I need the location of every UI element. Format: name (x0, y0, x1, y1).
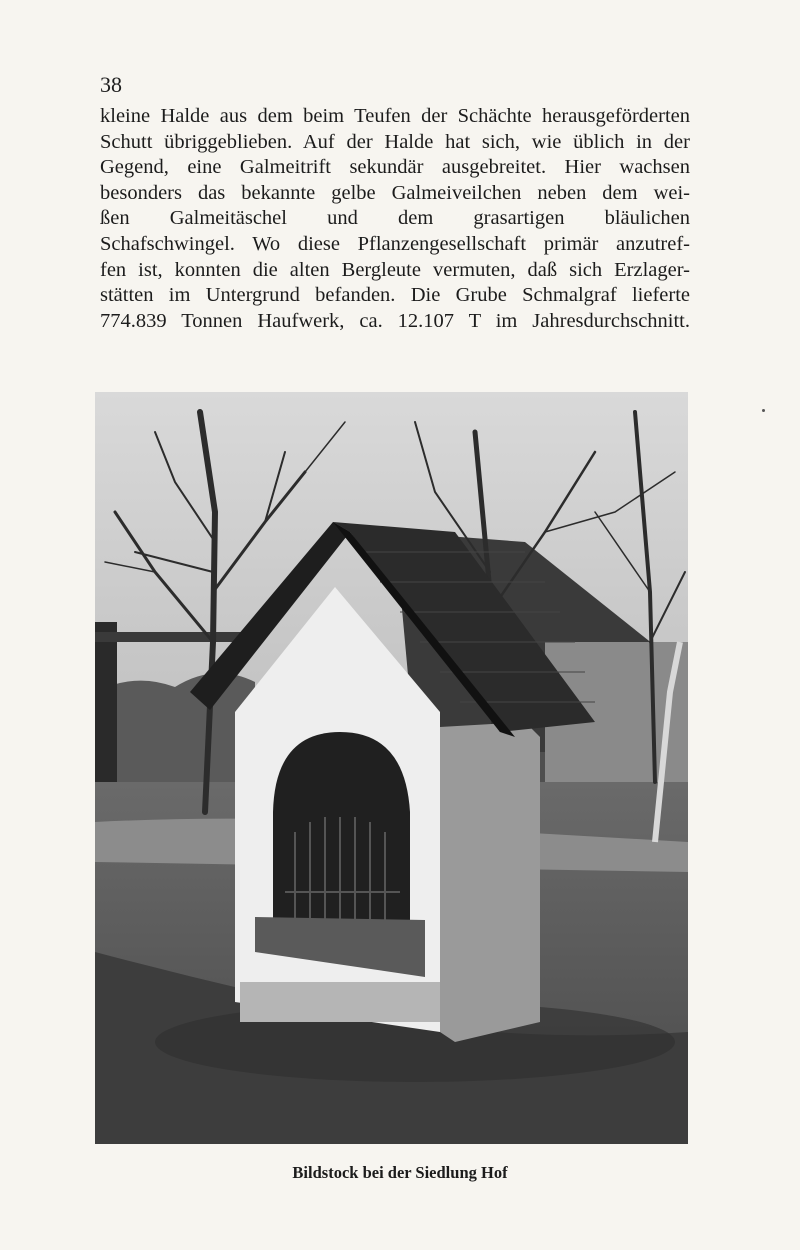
text-line: ßen Galmeitäschel und dem grasartigen bläulichen (100, 207, 690, 230)
text-line: Gegend, eine Galmeitrift sekundär ausgebreitet. Hier wachsen (100, 156, 690, 179)
text-line: besonders das bekannte gelbe Galmeiveilchen neben dem wei- (100, 181, 690, 204)
body-paragraph (100, 104, 690, 334)
text-line: Schutt übriggeblieben. Auf der Halde hat sich, wie üblich in der (100, 130, 690, 153)
text-line: fen ist, konnten die alten Bergleute vermuten, daß sich Erzlager- (100, 258, 690, 281)
text-line: kleine Halde aus dem beim Teufen der Schächte herausgeförderten (100, 105, 690, 127)
figure-caption: Bildstock bei der Siedlung Hof (292, 1163, 508, 1182)
wayside-shrine-photo (95, 392, 688, 1144)
text-line: 774.839 Tonnen Haufwerk, ca. 12.107 T im Jahresdurchschnitt. (100, 309, 690, 332)
text-line: stätten im Untergrund befanden. Die Grube Schmalgraf lieferte (100, 284, 690, 307)
text-line: Schafschwingel. Wo diese Pflanzengesellschaft primär anzutref- (100, 232, 690, 255)
page-number: 38 (100, 72, 122, 97)
scan-speck (762, 409, 765, 412)
